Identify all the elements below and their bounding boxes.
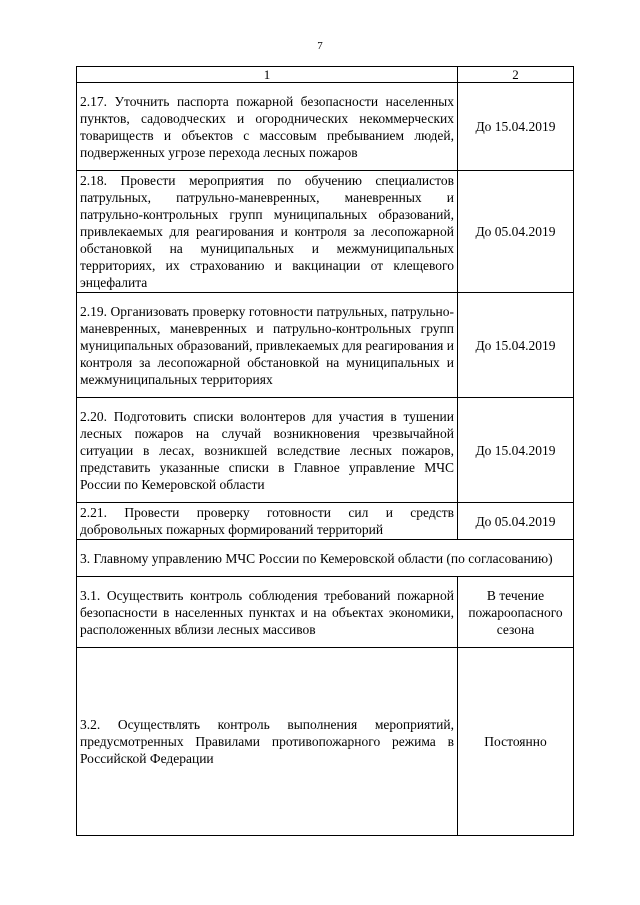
task-cell: 3.2. Осуществлять контроль выполнения мероприятий, предусмотренных Правилами противопожарного режима в Российской Федерации (77, 648, 458, 836)
term-cell: До 15.04.2019 (458, 398, 574, 503)
task-cell: 2.19. Организовать проверку готовности патрульных, патрульно-маневренных, маневренных и патрульно-контрольных групп муниципальных образований, привлекаемых для реагирования и контроля за лесопожарной обстановкой на муниципальных и межмуниципальных территориях (77, 293, 458, 398)
term-cell: До 05.04.2019 (458, 503, 574, 540)
term-cell: До 15.04.2019 (458, 293, 574, 398)
table-row (77, 398, 574, 503)
task-cell: 3.1. Осуществить контроль соблюдения требований пожарной безопасности в населенных пунктах и на объектах экономики, расположенных вблизи лесных массивов (77, 577, 458, 648)
task-cell: 2.18. Провести мероприятия по обучению специалистов патрульных, патрульно-маневренных, маневренных и патрульно-контрольных групп муниципальных образований, привлекаемых для реагирования и контроля за лесопожарной обстановкой на муниципальных и межмуниципальных территориях, их страхованию и вакцинации от клещевого энцефалита (77, 171, 458, 293)
table-row (77, 293, 574, 398)
task-cell: 2.21. Провести проверку готовности сил и средств добровольных пожарных формирований территорий (77, 503, 458, 540)
column-header: 1 (77, 67, 458, 83)
table-row (77, 648, 574, 836)
section-row (77, 540, 574, 577)
task-cell: 2.20. Подготовить списки волонтеров для участия в тушении лесных пожаров на случай возникновения чрезвычайной ситуации в лесах, возникшей вследствие лесных пожаров, представить указанные списки в Главное управление МЧС России по Кемеровской области (77, 398, 458, 503)
term-cell: В течение пожароопасного сезона (458, 577, 574, 648)
task-cell: 2.17. Уточнить паспорта пожарной безопасности населенных пунктов, садоводческих и огороднических некоммерческих товариществ и объектов с массовым пребыванием людей, подверженных угрозе перехода лесных пожаров (77, 83, 458, 171)
term-cell: До 05.04.2019 (458, 171, 574, 293)
section-heading: 3. Главному управлению МЧС России по Кемеровской области (по согласованию) (77, 540, 574, 577)
table-header-row (77, 67, 574, 83)
column-header: 2 (458, 67, 574, 83)
table-row (77, 171, 574, 293)
term-cell: Постоянно (458, 648, 574, 836)
table-row (77, 503, 574, 540)
measures-table (76, 66, 574, 836)
term-cell: До 15.04.2019 (458, 83, 574, 171)
page-number: 7 (317, 40, 323, 52)
table-row (77, 577, 574, 648)
table-row (77, 83, 574, 171)
